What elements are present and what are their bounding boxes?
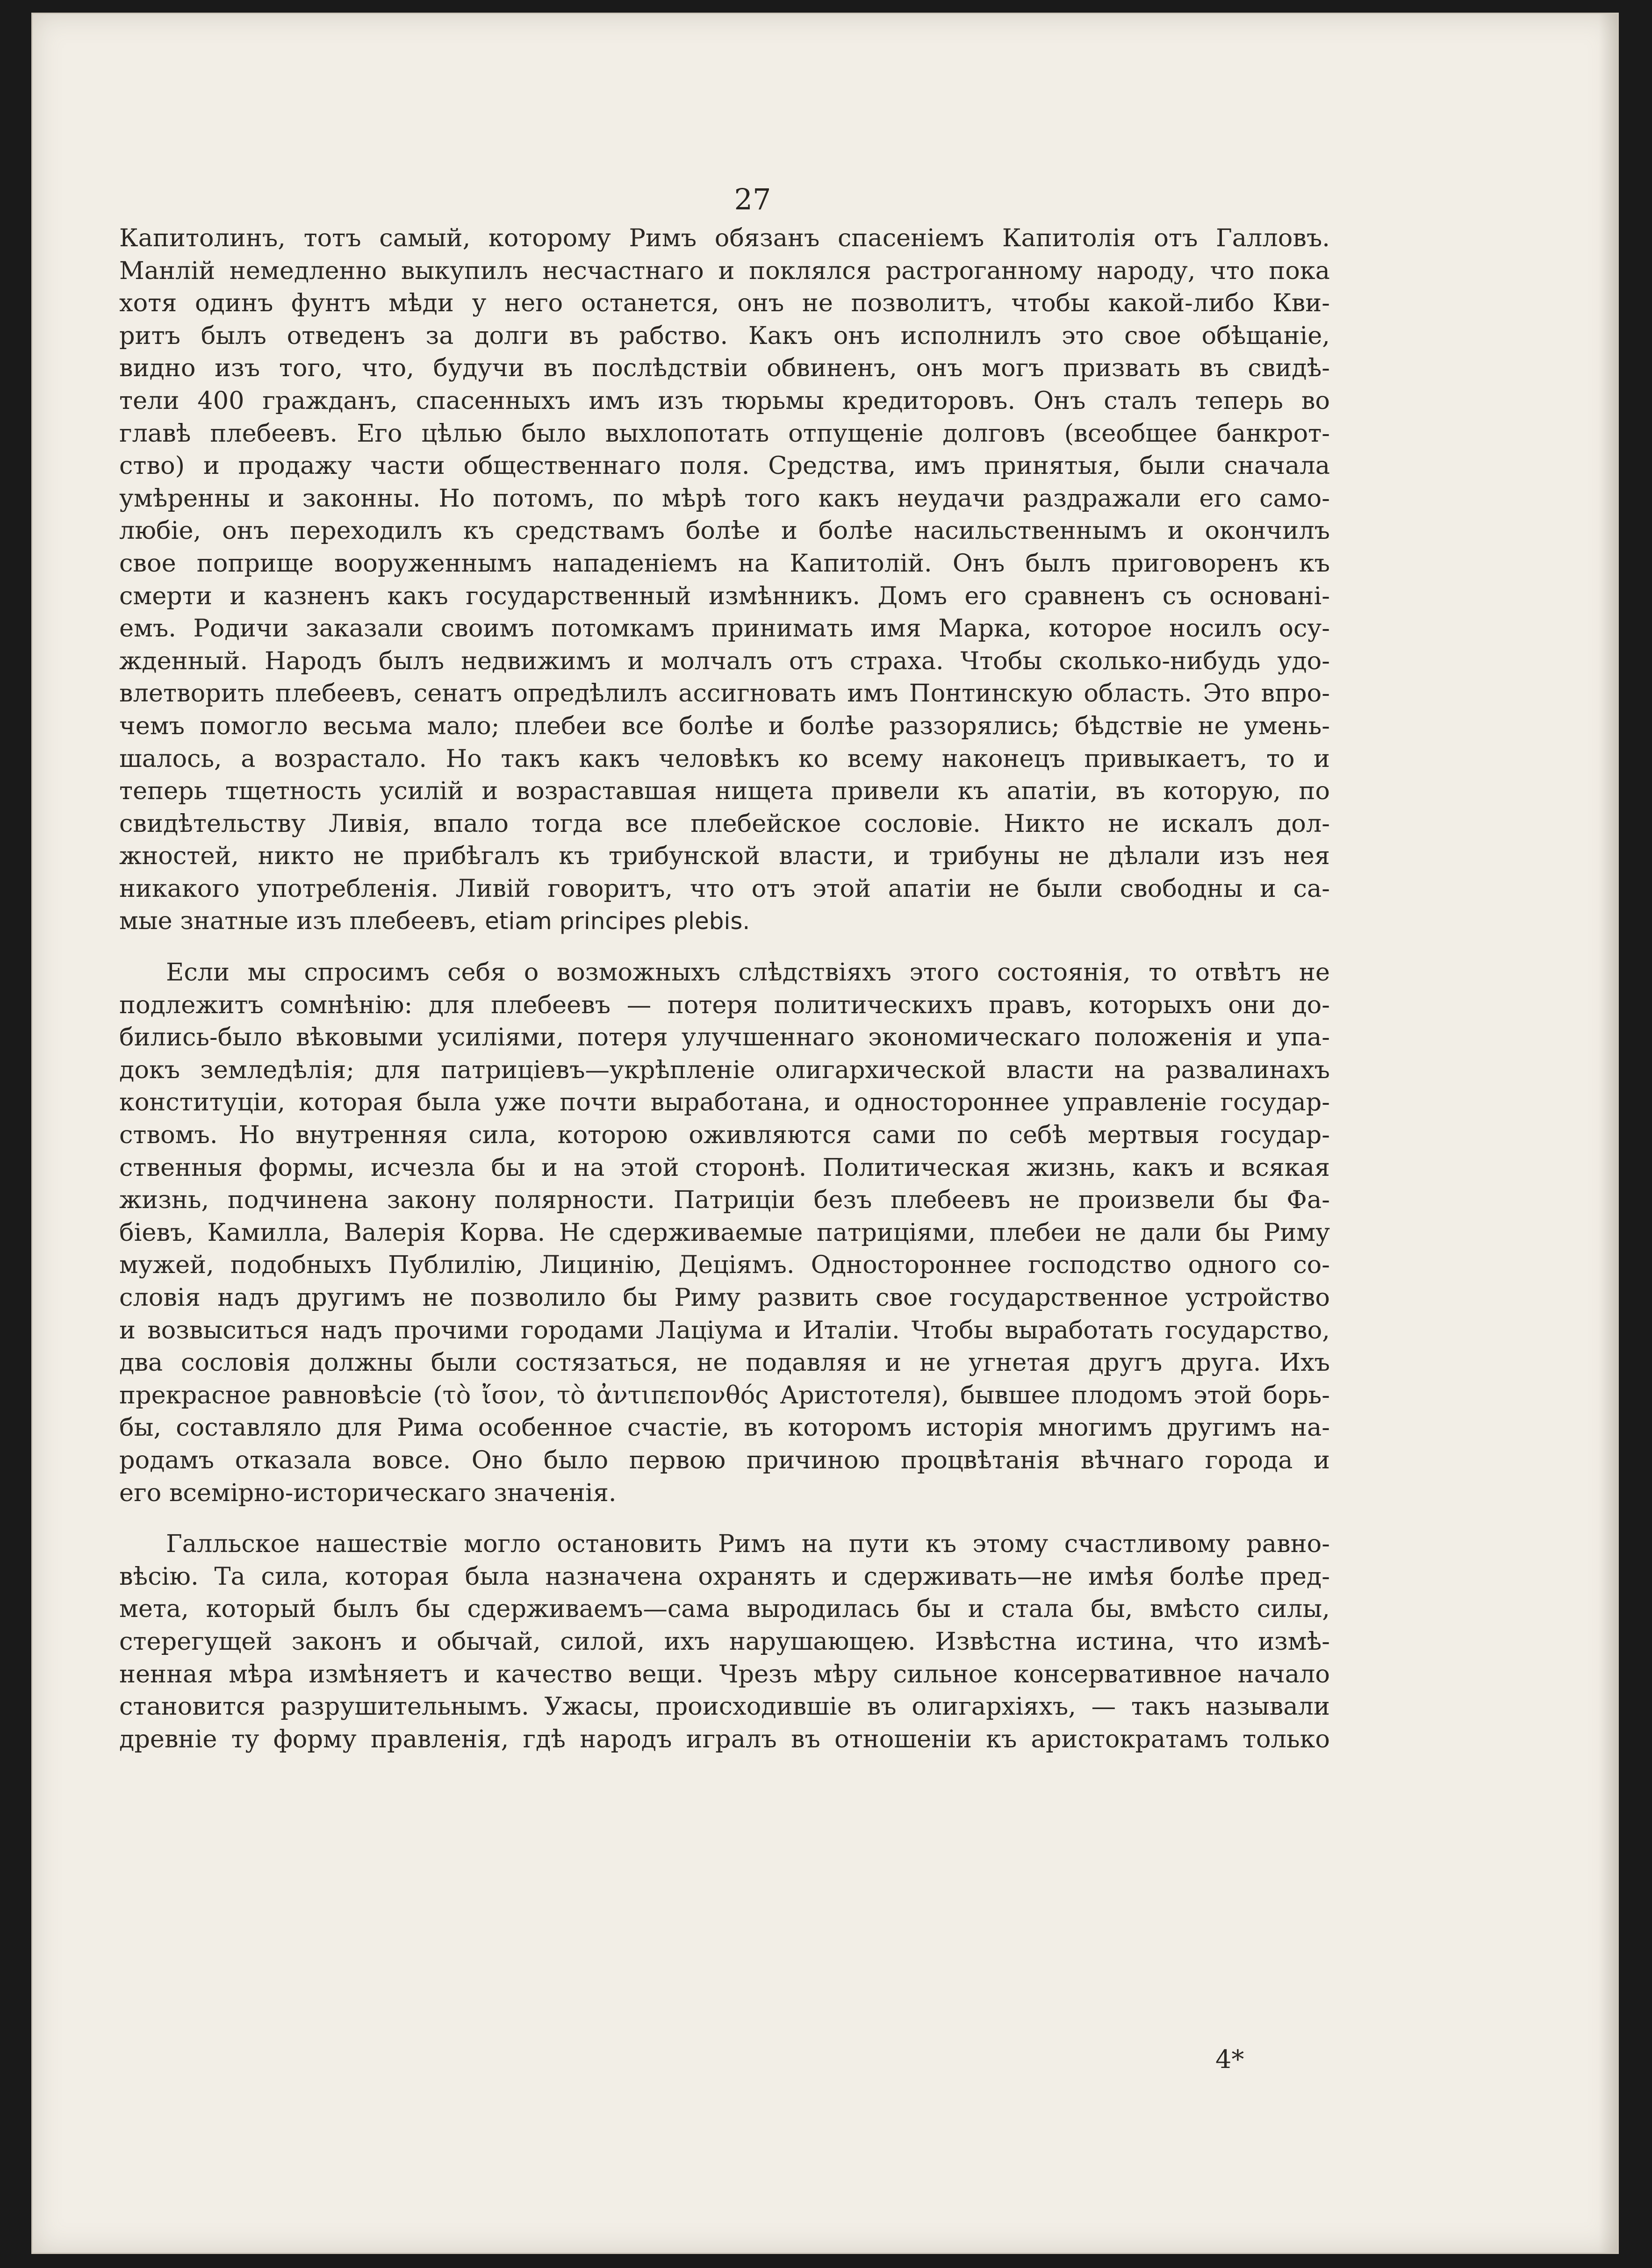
text-line: два сословія должны были состязаться, не подавляя и не угнетая другъ друга. Ихъ <box>119 1348 1330 1377</box>
text-line: Галльское нашествіе могло остановить Римъ на пути къ этому счастливому равно- <box>166 1530 1330 1559</box>
page-number: 27 <box>734 182 771 216</box>
text-line: ство) и продажу части общественнаго поля. Средства, имъ принятыя, были сначала <box>119 451 1330 480</box>
text-line: хотя одинъ фунтъ мѣди у него останется, онъ не позволитъ, чтобы какой-либо Кви- <box>119 289 1330 318</box>
text-line: его всемірно-историческаго значенія. <box>119 1478 617 1507</box>
text-line: ненная мѣра измѣняетъ и качество вещи. Чрезъ мѣру сильное консервативное начало <box>119 1660 1330 1688</box>
text-line: теперь тщетность усилій и возраставшая нищета привели къ апатіи, въ которую, по <box>119 777 1330 806</box>
text-line: шалось, а возрастало. Но такъ какъ человѣкъ ко всему наконецъ привыкаетъ, то и <box>119 744 1330 773</box>
text-line: родамъ отказала вовсе. Оно было первою причиною процвѣтанія вѣчнаго города и <box>119 1445 1330 1474</box>
paragraph-3 <box>119 1528 1330 1755</box>
text-line: прекрасное равновѣсіе (τὸ ἴσον, τὸ ἀντιπεπονθός Аристотеля), бывшее плодомъ этой борь- <box>119 1381 1330 1409</box>
text-line: докъ земледѣлія; для патриціевъ—укрѣпленіе олигархической власти на развалинахъ <box>119 1055 1330 1084</box>
text-line: вѣсію. Та сила, которая была назначена охранять и сдерживать—не имѣя болѣе пред- <box>119 1562 1330 1591</box>
text-line: влетворить плебеевъ, сенатъ опредѣлилъ ассигновать имъ Понтинскую область. Это впро- <box>119 679 1330 708</box>
text-line: жизнь, подчинена закону полярности. Патриціи безъ плебеевъ не произвели бы Фа- <box>119 1186 1330 1215</box>
text-line: мета, который былъ бы сдерживаемъ—сама выродилась бы и стала бы, вмѣсто силы, <box>119 1595 1330 1624</box>
text-line: ственныя формы, исчезла бы и на этой сторонѣ. Политическая жизнь, какъ и всякая <box>119 1153 1330 1182</box>
text-line: видно изъ того, что, будучи въ послѣдствіи обвиненъ, онъ могъ призвать въ свидѣ- <box>119 354 1330 383</box>
text-line: ритъ былъ отведенъ за долги въ рабство. Какъ онъ исполнилъ это свое обѣщаніе, <box>119 321 1330 350</box>
body-text <box>119 222 1330 1755</box>
text-line: Манлій немедленно выкупилъ несчастнаго и поклялся растроганному народу, что пока <box>119 256 1330 285</box>
text-line: умѣренны и законны. Но потомъ, по мѣрѣ того какъ неудачи раздражали его само- <box>119 484 1330 513</box>
text-line: ствомъ. Но внутренняя сила, которою оживляются сами по себѣ мертвыя государ- <box>119 1121 1330 1150</box>
text-line: біевъ, Камилла, Валерія Корва. Не сдерживаемые патриціями, плебеи не дали бы Риму <box>119 1218 1330 1247</box>
paragraph-1 <box>119 222 1330 937</box>
text-line: чемъ помогло весьма мало; плебеи все болѣе и болѣе раззорялись; бѣдствіе не умень- <box>119 711 1330 740</box>
text-line: и возвыситься надъ прочими городами Лаціума и Италіи. Чтобы выработать государство, <box>119 1316 1330 1345</box>
text-line: древніе ту форму правленія, гдѣ народъ игралъ въ отношеніи къ аристократамъ только <box>119 1724 1330 1753</box>
text-line: словія надъ другимъ не позволило бы Риму развить свое государственное устройство <box>119 1283 1330 1312</box>
text-line: становится разрушительнымъ. Ужасы, происходившіе въ олигархіяхъ, — такъ называли <box>119 1692 1330 1721</box>
text-line: бились-было вѣковыми усиліями, потеря улучшеннаго экономическаго положенія и упа- <box>119 1023 1330 1052</box>
text-line: подлежитъ сомнѣнію: для плебеевъ — потеря политическихъ правъ, которыхъ они до- <box>119 990 1330 1019</box>
text-line: Капитолинъ, тотъ самый, которому Римъ обязанъ спасеніемъ Капитолія отъ Галловъ. <box>119 224 1330 252</box>
text-line: свидѣтельству Ливія, впало тогда все плебейское сословіе. Никто не искалъ дол- <box>119 809 1330 838</box>
text-line-prefix: мые знатные изъ плебеевъ, <box>119 907 477 936</box>
text-line <box>119 905 1330 937</box>
text-line: жденный. Народъ былъ недвижимъ и молчалъ отъ страха. Чтобы сколько-нибудь удо- <box>119 646 1330 675</box>
text-line: Если мы спросимъ себя о возможныхъ слѣдствіяхъ этого состоянія, то отвѣтъ не <box>166 958 1330 987</box>
text-line: тели 400 гражданъ, спасенныхъ имъ изъ тюрьмы кредиторовъ. Онъ сталъ теперь во <box>119 386 1330 415</box>
printer-signature-mark: 4* <box>1215 2045 1244 2074</box>
text-line: емъ. Родичи заказали своимъ потомкамъ принимать имя Марка, которое носилъ осу- <box>119 614 1330 643</box>
text-line: любіе, онъ переходилъ къ средствамъ болѣе и болѣе насильственнымъ и окончилъ <box>119 516 1330 545</box>
book-page <box>33 14 1617 2253</box>
text-line: жностей, никто не прибѣгалъ къ трибунской власти, и трибуны не дѣлали изъ нея <box>119 842 1330 871</box>
paragraph-2 <box>119 956 1330 1509</box>
text-line: мужей, подобныхъ Публилію, Лицинію, Деціямъ. Одностороннее господство одного со- <box>119 1251 1330 1280</box>
text-line: конституціи, которая была уже почти выработана, и одностороннее управленіе государ- <box>119 1088 1330 1117</box>
text-line: стерегущей законъ и обычай, силой, ихъ нарушающею. Извѣстна истина, что измѣ- <box>119 1627 1330 1656</box>
text-line: главѣ плебеевъ. Его цѣлью было выхлопотать отпущеніе долговъ (всеобщее банкрот- <box>119 419 1330 448</box>
latin-phrase: etiam principes plebis. <box>485 908 750 935</box>
text-line: никакого употребленія. Ливій говоритъ, что отъ этой апатіи не были свободны и са- <box>119 874 1330 903</box>
text-line: бы, составляло для Рима особенное счастіе, въ которомъ исторія многимъ другимъ на- <box>119 1413 1330 1442</box>
text-line: смерти и казненъ какъ государственный измѣнникъ. Домъ его сравненъ съ основані- <box>119 581 1330 610</box>
text-line: свое поприще вооруженнымъ нападеніемъ на Капитолій. Онъ былъ приговоренъ къ <box>119 549 1330 578</box>
